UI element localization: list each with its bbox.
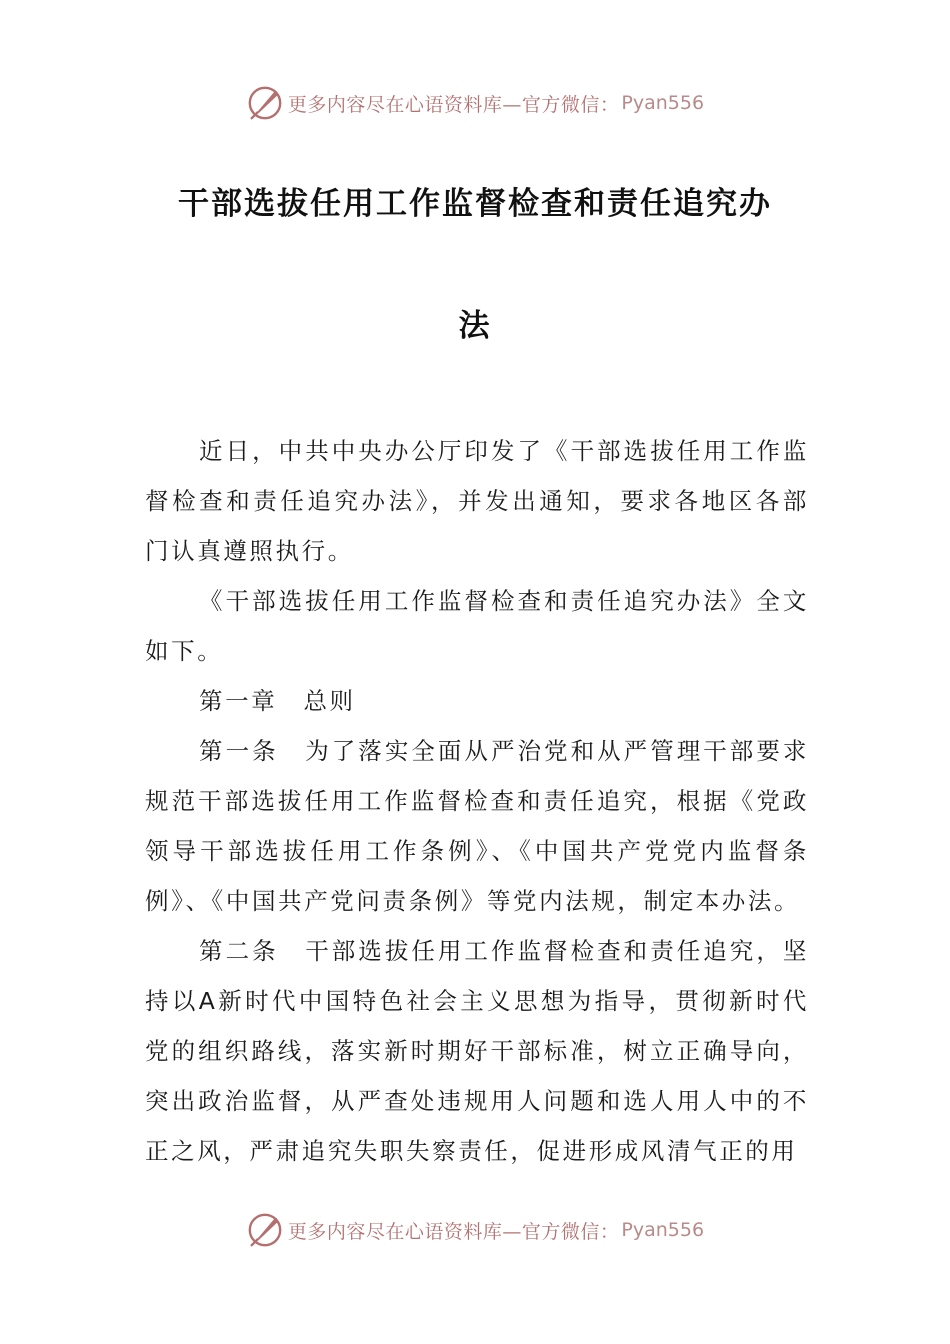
- quill-logo-icon: [246, 1211, 284, 1249]
- quill-logo-icon: [246, 84, 284, 122]
- watermark-header: [0, 81, 950, 125]
- chapter-heading: 第一章 总则: [199, 687, 356, 715]
- watermark-wechat-id: Pyan556: [621, 1219, 705, 1241]
- document-title-line-1: 干部选拔任用工作监督检查和责任追究办: [178, 186, 772, 222]
- paragraph: 近日，中共中央办公厅印发了《干部选拔任用工作监督检查和责任追究办法》，并发出通知，要求各地区各部门认真遵照执行。: [145, 437, 809, 565]
- document-body: [145, 426, 809, 1176]
- paragraph: 第二条 干部选拔任用工作监督检查和责任追究，坚持以A新时代中国特色社会主义思想为指导，贯彻新时代党的组织路线，落实新时期好干部标准，树立正确导向，突出政治监督，从严查处违规用人问题和选人用人中的不正之风，严肃追究失职失察责任，促进形成风清气正的用: [145, 937, 809, 1165]
- watermark-text: 更多内容尽在心语资料库—官方微信：: [287, 93, 620, 116]
- paragraph: 《干部选拔任用工作监督检查和责任追究办法》全文如下。: [145, 587, 809, 665]
- paragraph: 第一条 为了落实全面从严治党和从严管理干部要求规范干部选拔任用工作监督检查和责任追究，根据《党政领导干部选拔任用工作条例》、《中国共产党党内监督条例》、《中国共产党问责条例》等党内法规，制定本办法。: [145, 737, 809, 915]
- document-title-line-2: 法: [458, 308, 492, 344]
- watermark-wechat-id: Pyan556: [621, 92, 705, 114]
- watermark-text: 更多内容尽在心语资料库—官方微信：: [287, 1220, 620, 1243]
- watermark-footer: [0, 1208, 950, 1252]
